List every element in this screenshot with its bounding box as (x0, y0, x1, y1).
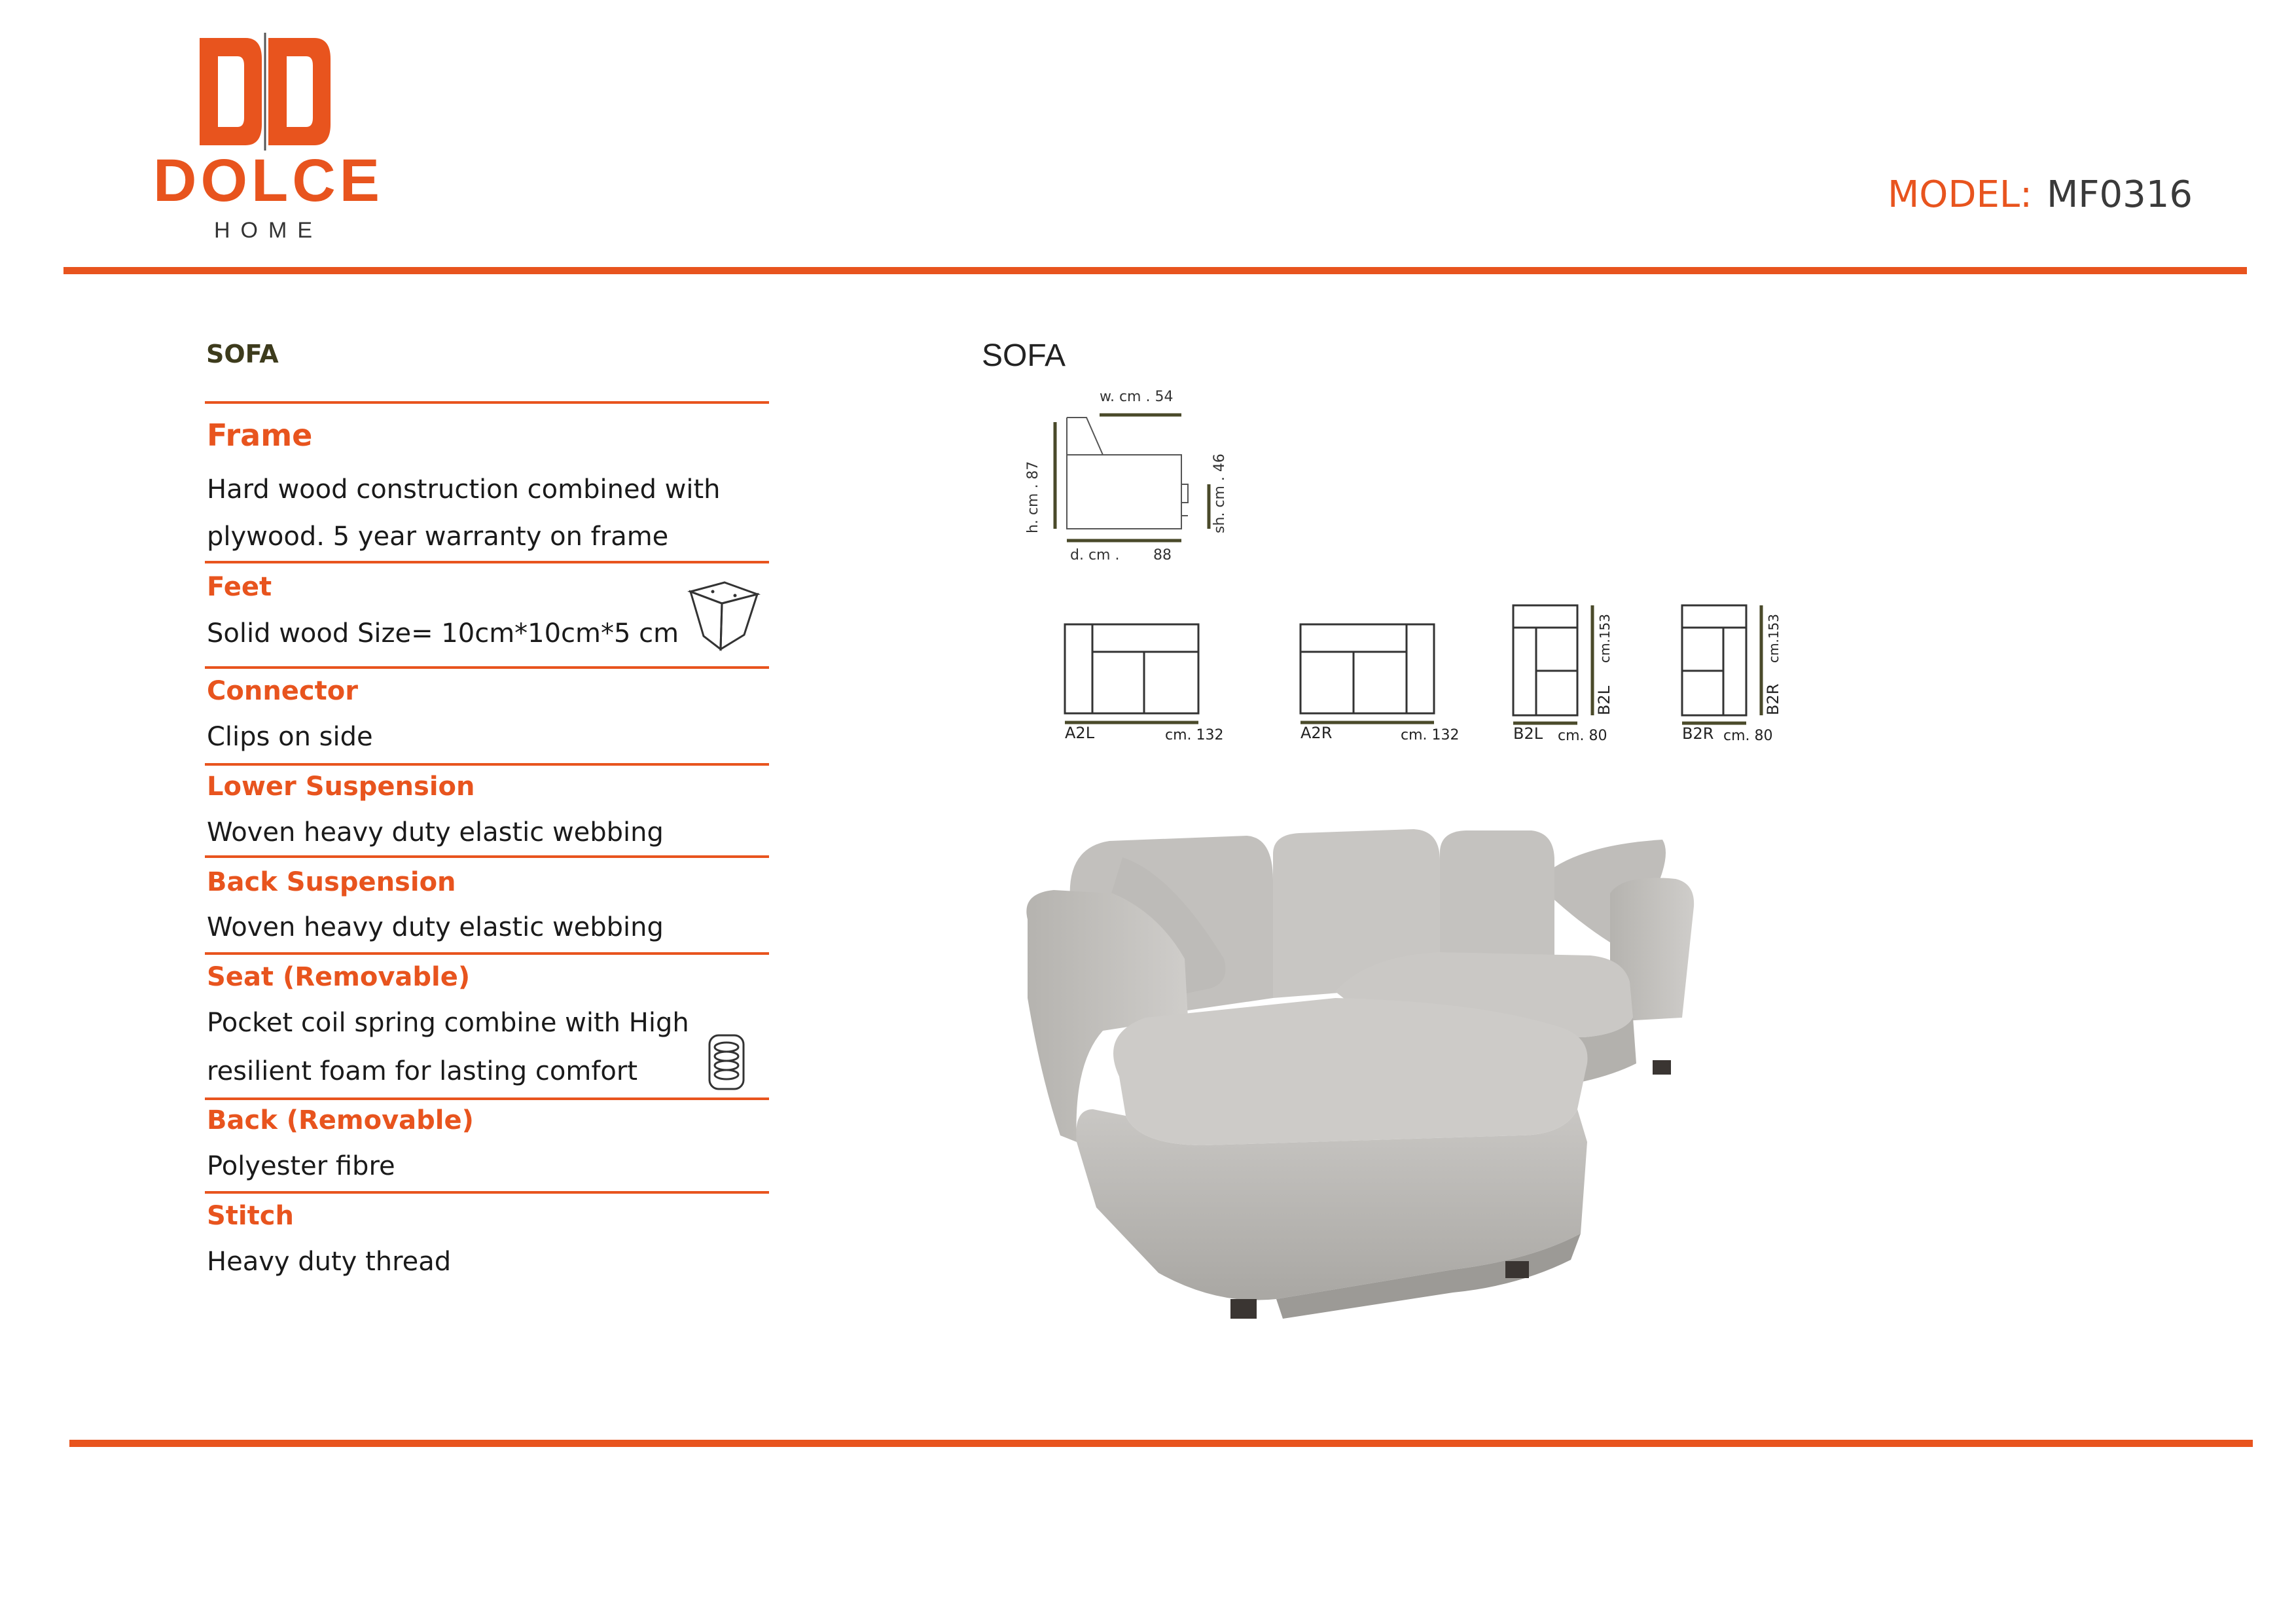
module-depth: cm.153 (1766, 613, 1782, 663)
module-size: cm. 80 (1558, 728, 1607, 744)
spec-divider (205, 666, 769, 669)
spec-divider (205, 401, 769, 404)
spec-text-feet: Solid wood Size= 10cm*10cm*5 cm (207, 618, 679, 649)
module-code-vertical: B2L (1595, 685, 1613, 715)
spec-divider (205, 1191, 769, 1194)
module-b2r-diagram (1671, 599, 1802, 749)
spec-text-back: Polyester fibre (207, 1151, 395, 1181)
height-label: h. cm . 87 (1025, 461, 1041, 533)
spec-heading-back: Back (Removable) (207, 1105, 474, 1135)
spec-title: SOFA (206, 340, 279, 368)
brand-sub: HOME (214, 218, 323, 243)
spec-divider (205, 952, 769, 955)
module-size: cm. 132 (1165, 727, 1224, 743)
wooden-foot-icon (684, 580, 762, 655)
module-code: B2R (1682, 724, 1714, 743)
header-divider (63, 267, 2247, 274)
spec-text-connector: Clips on side (207, 722, 373, 752)
module-code-vertical: B2R (1764, 683, 1782, 715)
side-elevation-diagram (982, 386, 1257, 576)
diagram-title: SOFA (982, 338, 1066, 373)
brand-name: DOLCE (153, 147, 384, 214)
spec-divider (205, 855, 769, 858)
spec-heading-feet: Feet (207, 572, 272, 602)
module-code: A2R (1300, 724, 1333, 742)
module-depth: cm.153 (1597, 613, 1613, 663)
module-b2l-diagram (1502, 599, 1633, 749)
module-code: B2L (1513, 724, 1543, 743)
spec-text-seat-2: resilient foam for lasting comfort (207, 1056, 638, 1086)
spec-text-frame-1: Hard wood construction combined with (207, 474, 721, 505)
spec-divider (205, 763, 769, 766)
spec-text-back-suspension: Woven heavy duty elastic webbing (207, 912, 664, 942)
coil-spring-icon (707, 1033, 746, 1092)
width-label: w. cm . 54 (1100, 389, 1174, 405)
spec-heading-seat: Seat (Removable) (207, 962, 471, 992)
spec-divider (205, 561, 769, 563)
spec-text-lower-suspension: Woven heavy duty elastic webbing (207, 817, 664, 847)
module-code: A2L (1065, 724, 1095, 742)
module-a2r-diagram (1289, 615, 1473, 746)
depth-value: 88 (1153, 547, 1172, 563)
model-label: MODEL: (1887, 173, 2032, 216)
spec-heading-frame: Frame (207, 418, 313, 453)
spec-text-stitch: Heavy duty thread (207, 1247, 452, 1277)
model-value: MF0316 (2046, 173, 2193, 216)
spec-heading-back-suspension: Back Suspension (207, 867, 456, 897)
dolce-logo-mark (200, 33, 331, 151)
sofa-photo (942, 802, 1741, 1358)
module-size: cm. 80 (1723, 728, 1773, 744)
spec-divider (205, 1097, 769, 1100)
model-number (1734, 173, 2193, 216)
seat-height-label: sh. cm . 46 (1211, 454, 1228, 533)
module-size: cm. 132 (1401, 727, 1460, 743)
spec-text-seat-1: Pocket coil spring combine with High (207, 1008, 689, 1038)
spec-heading-connector: Connector (207, 676, 358, 706)
spec-heading-stitch: Stitch (207, 1201, 294, 1231)
depth-label: d. cm . (1070, 547, 1120, 563)
module-a2l-diagram (1054, 615, 1237, 746)
footer-divider (69, 1440, 2253, 1447)
spec-text-frame-2: plywood. 5 year warranty on frame (207, 522, 669, 552)
spec-heading-lower-suspension: Lower Suspension (207, 772, 475, 802)
